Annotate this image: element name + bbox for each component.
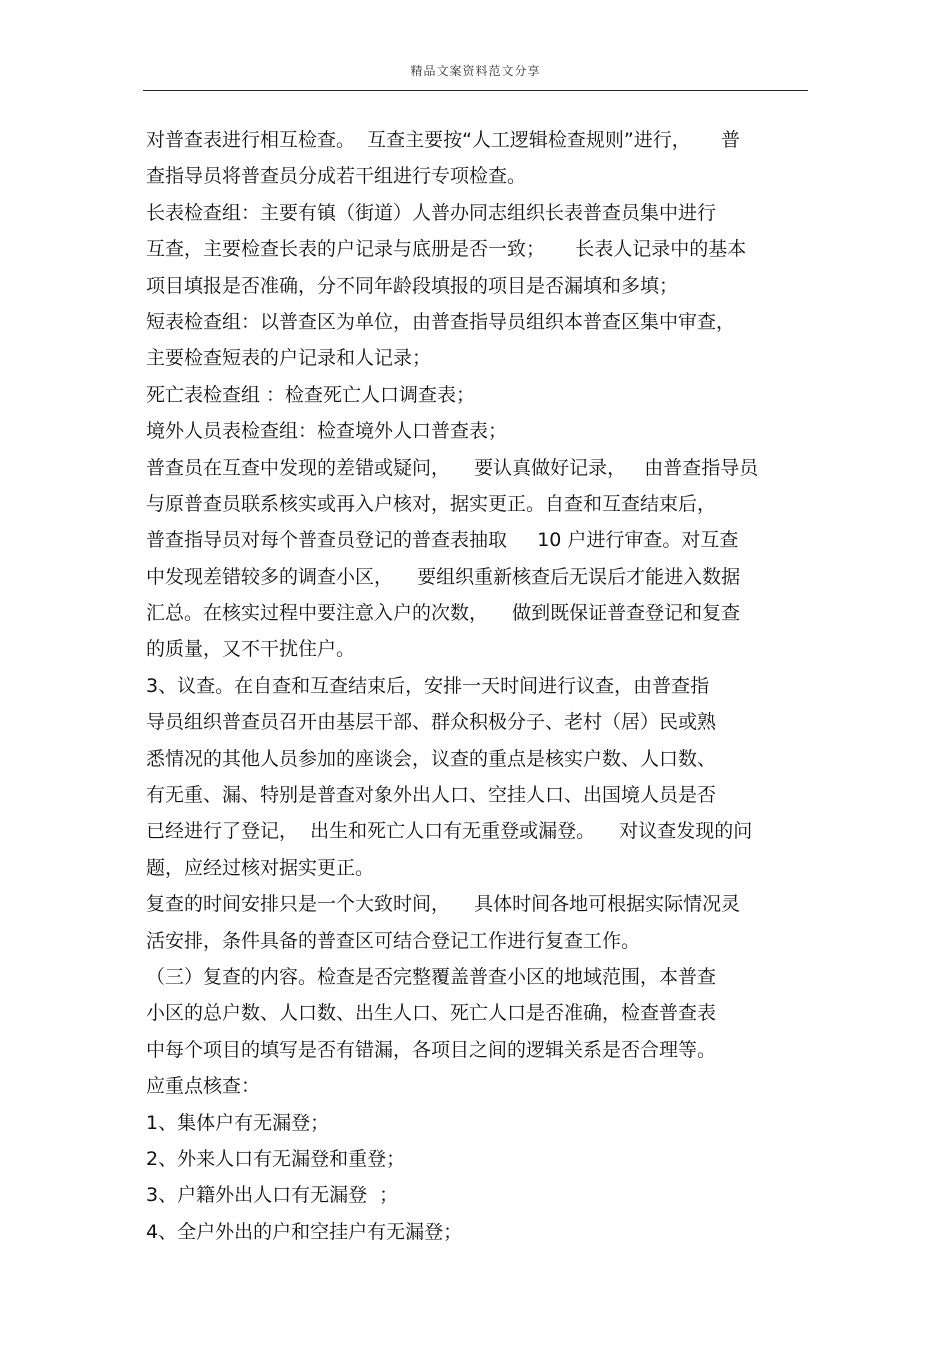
text-line: 活安排，条件具备的普查区可结合登记工作进行复查工作。 <box>146 929 641 952</box>
header-divider <box>143 90 808 91</box>
text-line: 普查员在互查中发现的差错或疑问， 要认真做好记录， 由普查指导员 <box>146 456 759 479</box>
page-header: 精品文案资料范文分享 <box>410 64 541 78</box>
text-line: 汇总。在核实过程中要注意入户的次数， 做到既保证普查登记和复查 <box>146 602 741 625</box>
text-line: 对普查表进行相互检查。 互查主要按“人工逻辑检查规则”进行， 普 <box>146 129 740 151</box>
text-line: 题，应经过核对据实更正。 <box>146 856 375 879</box>
text-line: 有无重、漏、特别是普查对象外出人口、空挂人口、出国境人员是否 <box>146 784 717 807</box>
text-line: 项目填报是否准确，分不同年龄段填报的项目是否漏填和多填； <box>146 274 679 297</box>
text-line: 中每个项目的填写是否有错漏，各项目之间的逻辑关系是否合理等。 <box>146 1038 717 1061</box>
text-line: 1、集体户有无漏登； <box>146 1111 330 1134</box>
text-line: 小区的总户数、人口数、出生人口、死亡人口是否准确，检查普查表 <box>146 1002 717 1025</box>
text-line: 中发现差错较多的调查小区， 要组织重新核查后无误后才能进入数据 <box>146 565 741 588</box>
text-line: 2、外来人口有无漏登和重登； <box>146 1147 406 1170</box>
text-line: 悉情况的其他人员参加的座谈会，议查的重点是核实户数、人口数、 <box>146 747 717 770</box>
text-line: 已经进行了登记， 出生和死亡人口有无重登或漏登。 对议查发现的问 <box>146 820 753 843</box>
text-line: 导员组织普查员召开由基层干部、群众积极分子、老村（居）民或熟 <box>146 711 717 734</box>
text-line: 死亡表检查组 ：检查死亡人口调查表； <box>146 383 476 406</box>
text-line: 长表检查组：主要有镇（街道）人普办同志组织长表普查员集中进行 <box>146 201 717 224</box>
document-body <box>146 122 810 1250</box>
text-line: 4、全户外出的户和空挂户有无漏登； <box>146 1220 463 1243</box>
text-line: 境外人员表检查组：检查境外人口普查表； <box>146 420 508 443</box>
text-line: 与原普查员联系核实或再入户核对，据实更正。自查和互查结束后， <box>146 492 717 515</box>
text-line: 的质量，又不干扰住户。 <box>146 638 356 661</box>
text-line: 应重点核查： <box>146 1075 261 1098</box>
text-line: 普查指导员对每个普查员登记的普查表抽取 10 户进行审查。对互查 <box>146 529 739 552</box>
text-line: （三）复查的内容。检查是否完整覆盖普查小区的地域范围，本普查 <box>146 965 717 988</box>
text-line: 3、户籍外出人口有无漏登 ； <box>146 1184 399 1207</box>
text-line: 互查，主要检查长表的户记录与底册是否一致； 长表人记录中的基本 <box>146 238 747 261</box>
text-line: 查指导员将普查员分成若干组进行专项检查。 <box>146 165 527 188</box>
text-line: 复查的时间安排只是一个大致时间， 具体时间各地可根据实际情况灵 <box>146 893 741 916</box>
text-line: 主要检查短表的户记录和人记录； <box>146 347 432 370</box>
text-line: 短表检查组：以普查区为单位，由普查指导员组织本普查区集中审查， <box>146 310 736 333</box>
text-line: 3、议查。在自查和互查结束后，安排一天时间进行议查，由普查指 <box>146 674 710 697</box>
